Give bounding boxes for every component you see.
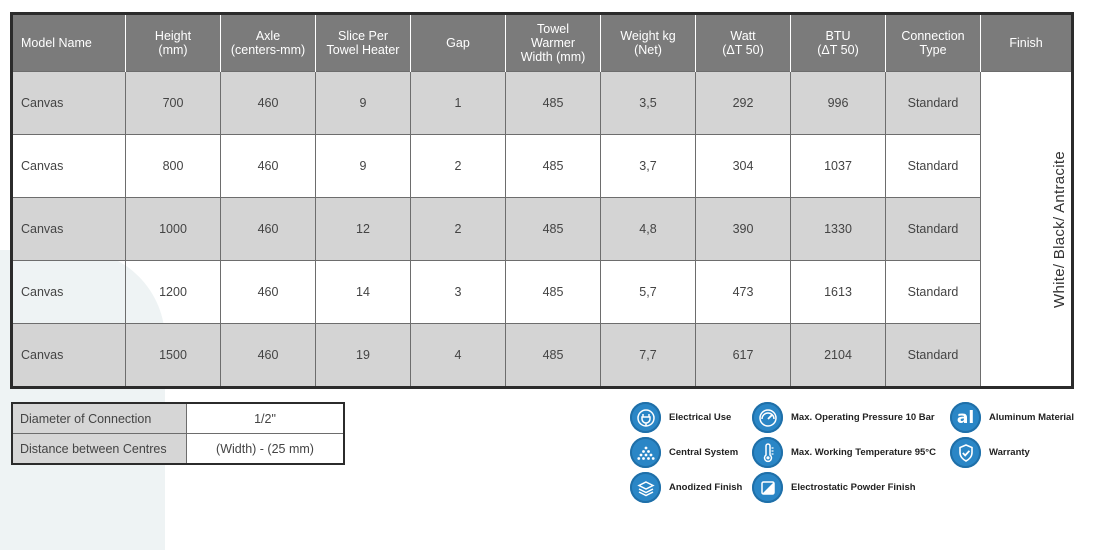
cell-connection: Standard [886,324,981,388]
feature-label: Aluminum Material [989,412,1074,423]
cell-btu: 996 [791,72,886,135]
cell-watt: 292 [696,72,791,135]
header-gap: Gap [411,14,506,72]
header-axle: Axle (centers-mm) [221,14,316,72]
aluminum-icon: al [950,402,981,433]
feature-label: Anodized Finish [669,482,743,493]
feature-label: Max. Working Temperature 95°C [791,447,936,458]
cell-connection: Standard [886,135,981,198]
table-row [12,261,1073,324]
feature-anodized [630,472,742,503]
table-header-row [12,14,1073,72]
cell-height: 800 [126,135,221,198]
cell-axle: 460 [221,198,316,261]
header-btu: BTU (ΔT 50) [791,14,886,72]
cell-weight: 7,7 [601,324,696,388]
cell-height: 1500 [126,324,221,388]
cell-axle: 460 [221,261,316,324]
header-slice: Slice Per Towel Heater [316,14,411,72]
cell-width: 485 [506,135,601,198]
cell-btu: 1613 [791,261,886,324]
cell-axle: 460 [221,324,316,388]
cell-weight: 5,7 [601,261,696,324]
cell-gap: 2 [411,198,506,261]
cell-slice: 14 [316,261,411,324]
cell-slice: 12 [316,198,411,261]
cell-model: Canvas [12,324,126,388]
cell-model: Canvas [12,261,126,324]
cell-weight: 3,5 [601,72,696,135]
finish-cell [981,72,1073,388]
connection-table [11,402,345,465]
connection-row [12,434,344,465]
cell-connection: Standard [886,72,981,135]
cell-height: 700 [126,72,221,135]
cell-slice: 19 [316,324,411,388]
spec-table [10,12,1074,389]
feature-max-temperature [752,437,936,468]
cell-width: 485 [506,324,601,388]
finish-label: White/ Black/ Antracite [1050,150,1068,308]
table-row [12,135,1073,198]
powder-finish-icon [752,472,783,503]
cell-connection: Standard [886,261,981,324]
cell-gap: 4 [411,324,506,388]
feature-label: Electrical Use [669,412,732,423]
cell-slice: 9 [316,72,411,135]
cell-gap: 2 [411,135,506,198]
table-row [12,324,1073,388]
connection-label: Distance between Centres [12,434,187,465]
cell-model: Canvas [12,198,126,261]
cell-connection: Standard [886,198,981,261]
feature-max-pressure [752,402,935,433]
cell-width: 485 [506,261,601,324]
cell-width: 485 [506,198,601,261]
feature-label: Electrostatic Powder Finish [791,482,916,493]
header-finish: Finish [981,14,1073,72]
cell-gap: 3 [411,261,506,324]
feature-label: Max. Operating Pressure 10 Bar [791,412,935,423]
connection-label: Diameter of Connection [12,403,187,434]
feature-aluminum [950,402,1074,433]
cell-watt: 617 [696,324,791,388]
cell-height: 1000 [126,198,221,261]
table-row [12,198,1073,261]
layers-icon [630,472,661,503]
cell-height: 1200 [126,261,221,324]
cell-watt: 473 [696,261,791,324]
central-system-icon [630,437,661,468]
feature-warranty [950,437,1030,468]
gauge-icon [752,402,783,433]
connection-value: 1/2" [187,403,345,434]
header-watt: Watt (ΔT 50) [696,14,791,72]
header-connection-type: Connection Type [886,14,981,72]
cell-watt: 304 [696,135,791,198]
cell-watt: 390 [696,198,791,261]
cell-weight: 4,8 [601,198,696,261]
feature-central-system [630,437,738,468]
cell-btu: 1037 [791,135,886,198]
connection-value: (Width) - (25 mm) [187,434,345,465]
cell-axle: 460 [221,135,316,198]
plug-icon [630,402,661,433]
feature-label: Warranty [989,447,1030,458]
cell-slice: 9 [316,135,411,198]
cell-btu: 1330 [791,198,886,261]
header-width: Towel Warmer Width (mm) [506,14,601,72]
cell-width: 485 [506,72,601,135]
cell-gap: 1 [411,72,506,135]
header-model-name: Model Name [12,14,126,72]
header-weight: Weight kg (Net) [601,14,696,72]
cell-axle: 460 [221,72,316,135]
connection-row [12,403,344,434]
shield-check-icon [950,437,981,468]
cell-btu: 2104 [791,324,886,388]
feature-label: Central System [669,447,739,458]
feature-electrical-use [630,402,731,433]
header-height: Height (mm) [126,14,221,72]
thermometer-icon [752,437,783,468]
table-row [12,72,1073,135]
feature-powder-finish [752,472,916,503]
cell-model: Canvas [12,72,126,135]
cell-weight: 3,7 [601,135,696,198]
cell-model: Canvas [12,135,126,198]
